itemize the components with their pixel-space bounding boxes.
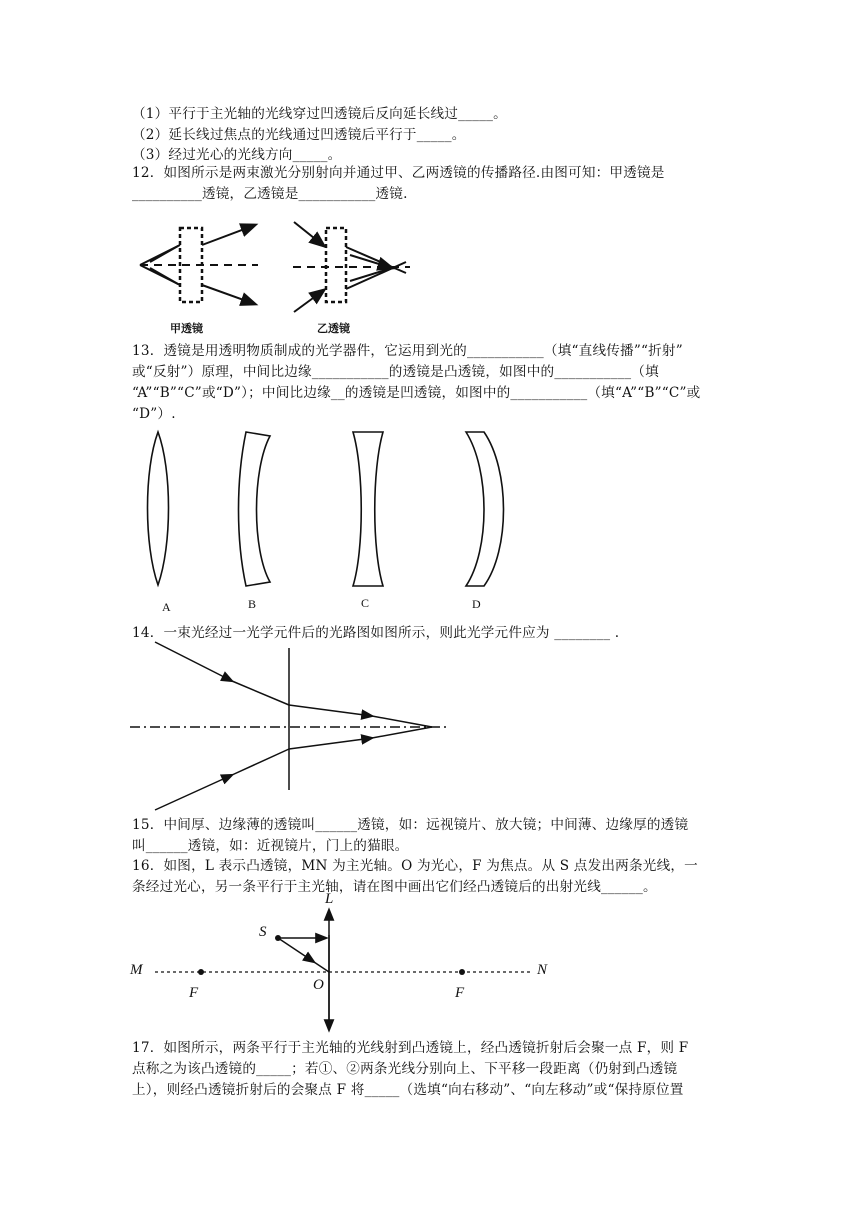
label-a: A bbox=[162, 600, 171, 614]
q11-line-1: （1）平行于主光轴的光线穿过凹透镜后反向延长线过_____。 bbox=[132, 106, 507, 122]
q13-line-2: 或“反射”）原理，中间比边缘___________的透镜是凸透镜，如图中的___________（填 bbox=[132, 364, 659, 380]
q17-line-2: 点称之为该凸透镜的_____；若①、②两条光线分别向上、下平移一段距离（仍射到凸透镜 bbox=[132, 1061, 678, 1077]
q17-line-3: 上），则经凸透镜折射后的会聚点 F 将_____（选填“向右移动”、“向左移动”或“保持原位置 bbox=[132, 1082, 684, 1098]
label-lens-jia: 甲透镜 bbox=[170, 323, 203, 335]
q15-line-1: 15．中间厚、边缘薄的透镜叫______透镜，如：远视镜片、放大镜；中间薄、边缘厚的透镜 bbox=[132, 817, 689, 833]
label-c: C bbox=[361, 596, 370, 610]
focus-left bbox=[198, 969, 204, 975]
focus-right bbox=[459, 969, 465, 975]
label-l: L bbox=[325, 891, 334, 907]
q13-line-3: “A”“B”“C”或“D”）；中间比边缘__的透镜是凹透镜，如图中的___________（填“A”“B”“C”或 bbox=[132, 385, 701, 401]
q13-line-4: “D”）. bbox=[132, 406, 176, 422]
q13-line-1: 13．透镜是用透明物质制成的光学器件，它运用到光的___________（填“直线传播”“折射” bbox=[132, 343, 683, 359]
ray-jia-top bbox=[202, 225, 255, 245]
lens-b-concave-meniscus bbox=[239, 432, 271, 586]
label-n: N bbox=[537, 962, 548, 978]
label-d: D bbox=[472, 597, 481, 611]
q16-ray-center bbox=[278, 938, 314, 962]
lens-yi-dotted-box bbox=[326, 228, 346, 302]
ray-yi-in-top bbox=[294, 222, 324, 246]
q12-line-2: __________透镜，乙透镜是___________透镜. bbox=[132, 186, 408, 202]
label-m: M bbox=[130, 962, 143, 978]
label-b: B bbox=[248, 597, 257, 611]
q17-line-1: 17．如图所示，两条平行于主光轴的光线射到凸透镜上，经凸透镜折射后会聚一点 F，则 F bbox=[132, 1040, 689, 1056]
q14-line-1: 14．一束光经过一光学元件后的光路图如图所示，则此光学元件应为 ________ . bbox=[132, 625, 620, 641]
q13-lenses-figure bbox=[148, 432, 504, 586]
ray-yi-in-bottom bbox=[294, 290, 324, 312]
label-lens-yi: 乙透镜 bbox=[317, 323, 350, 335]
q16-convex-lens-figure bbox=[155, 910, 532, 1030]
label-f-right: F bbox=[455, 985, 465, 1001]
ray-jia-bottom bbox=[202, 285, 255, 304]
q11-line-2: （2）延长线过焦点的光线通过凹透镜后平行于_____。 bbox=[132, 127, 466, 143]
q11-line-3: （3）经过光心的光线方向_____。 bbox=[132, 147, 342, 163]
label-o: O bbox=[313, 977, 324, 993]
q12-lens-yi-figure bbox=[293, 222, 410, 312]
label-f-left: F bbox=[189, 985, 199, 1001]
lens-d-convex-meniscus bbox=[466, 432, 504, 586]
label-s: S bbox=[259, 924, 267, 940]
q12-line-1: 12．如图所示是两束激光分别射向并通过甲、乙两透镜的传播路径.由图可知：甲透镜是 bbox=[132, 165, 665, 181]
lens-a-biconvex bbox=[148, 432, 169, 585]
q12-lens-jia-figure bbox=[140, 225, 258, 304]
point-s bbox=[275, 935, 281, 941]
q15-line-2: 叫______透镜，如：近视镜片，门上的猫眼。 bbox=[132, 838, 409, 854]
q16-line-1: 16．如图，L 表示凸透镜，MN 为主光轴。O 为光心，F 为焦点。从 S 点发出两条光线，一 bbox=[132, 858, 698, 874]
q16-line-2: 条经过光心，另一条平行于主光轴，请在图中画出它们经凸透镜后的出射光线______。 bbox=[132, 879, 657, 895]
lens-c-biconcave bbox=[353, 432, 383, 586]
q14-optical-path-figure bbox=[130, 642, 446, 810]
